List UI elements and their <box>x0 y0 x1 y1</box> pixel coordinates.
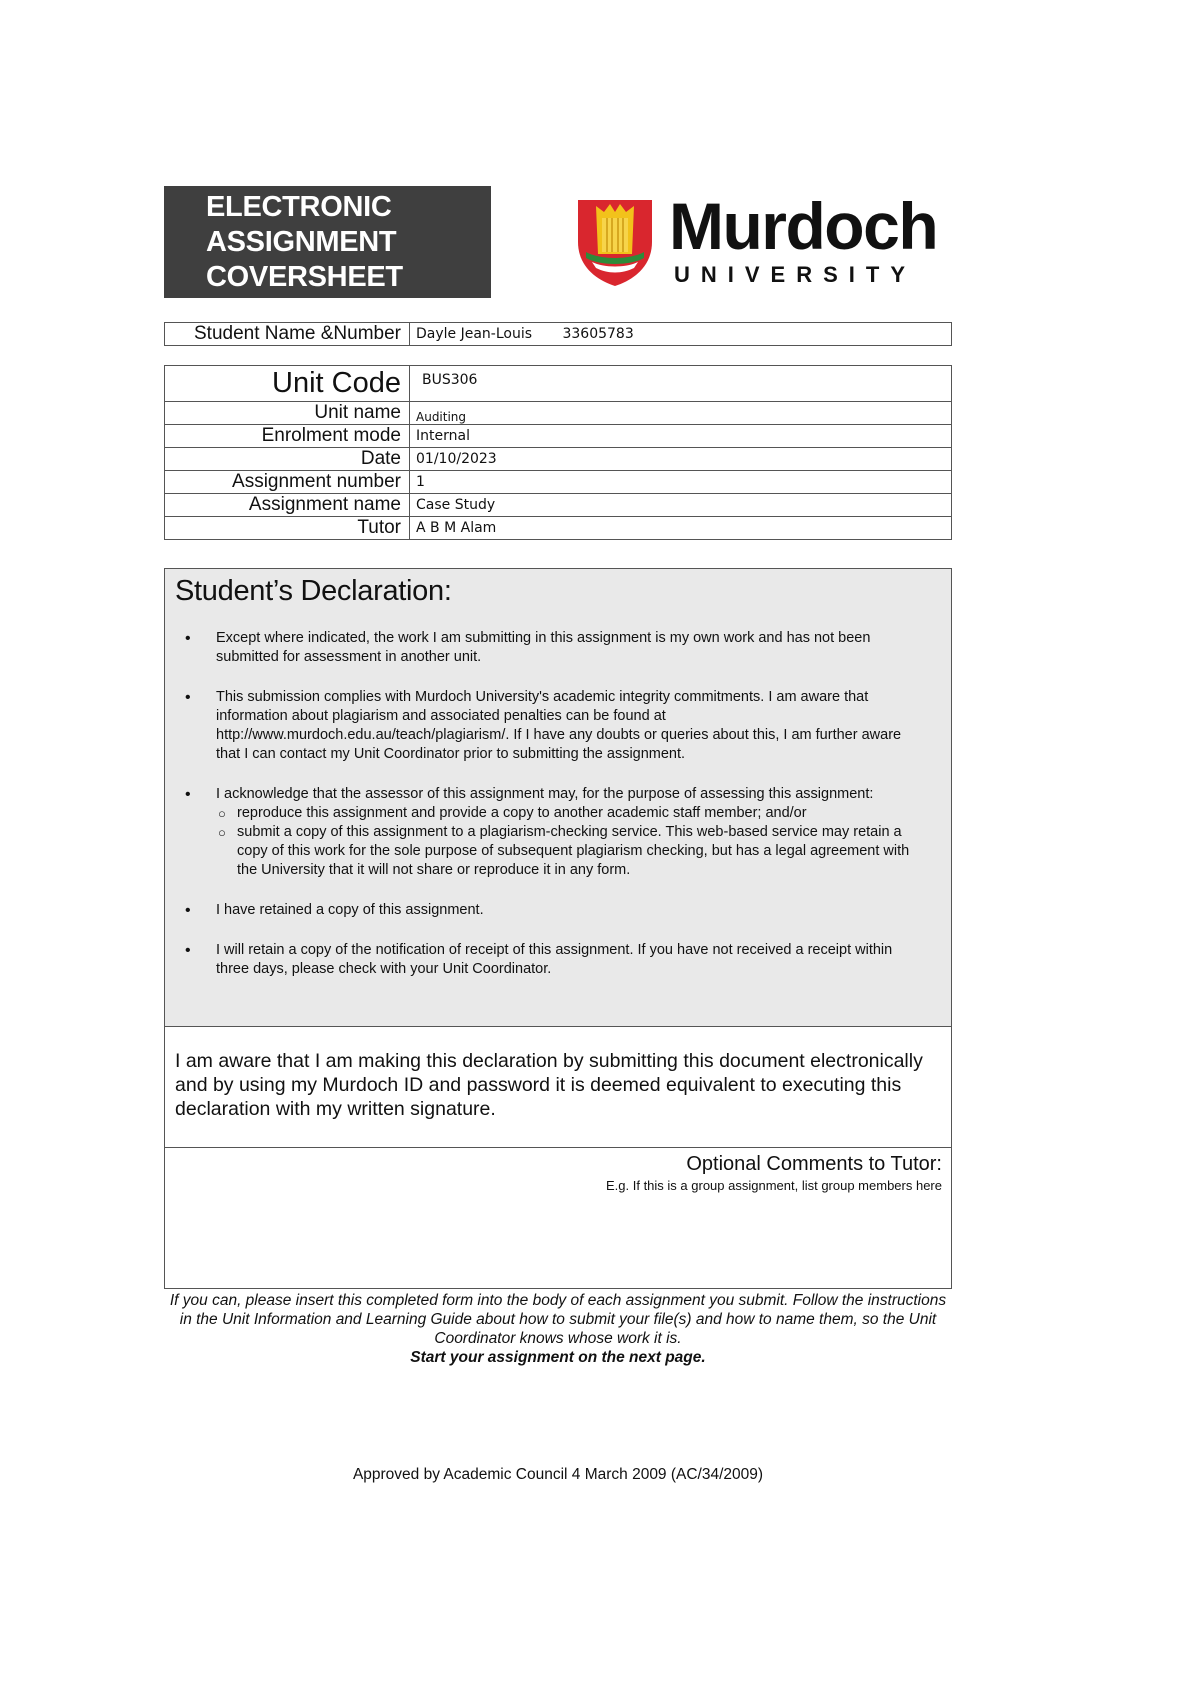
student-declaration <box>164 568 952 1027</box>
sub-item-text: reproduce this assignment and provide a copy to another academic staff member; and/or <box>237 805 807 821</box>
list-item <box>165 785 951 880</box>
comments-box[interactable] <box>164 1147 952 1289</box>
list-item <box>165 901 951 920</box>
student-table <box>164 322 952 346</box>
instructions-text: If you can, please insert this completed form into the body of each assignment you submit. Follow the instructions in the Unit Information and Learning Guide about how to submit your file(s) and how to name them, so the Unit Coordinator knows whose work it is. <box>169 1292 947 1347</box>
tutor-value: A B M Alam <box>410 517 952 540</box>
bullet-icon: • <box>185 689 191 706</box>
list-item <box>165 941 951 979</box>
comments-example: E.g. If this is a group assignment, list group members here <box>606 1178 942 1193</box>
unit-name-value: Auditing <box>410 402 952 425</box>
list-item <box>165 688 951 764</box>
sub-list-item <box>216 804 923 823</box>
table-row <box>165 448 952 471</box>
student-label: Student Name &Number <box>165 323 410 346</box>
logo-wordmark: Murdoch <box>669 189 938 263</box>
table-row <box>165 471 952 494</box>
table-row <box>165 366 952 402</box>
sub-item-text: submit a copy of this assignment to a plagiarism-checking service. This web-based service may retain a copy of this work for the sole purpose of subsequent plagiarism checking, but has a legal agreement with the University that it will not share or reproduce it in any form. <box>237 824 910 878</box>
table-row <box>165 402 952 425</box>
sub-list-item <box>216 823 923 880</box>
instructions-note <box>164 1291 952 1367</box>
declaration-text: This submission complies with Murdoch University's academic integrity commitments. I am aware that information about plagiarism and associated penalties can be found at http://www.murdoch.edu.au/teach/plagiarism/. If I have any doubts or queries about this, I am further aware that I can contact my Unit Coordinator prior to submitting the assignment. <box>216 689 902 762</box>
assignment-name-label: Assignment name <box>165 494 410 517</box>
awareness-statement: I am aware that I am making this declaration by submitting this document electronically and by using my Murdoch ID and password it is deemed equivalent to executing this declaration with my written signature. <box>164 1026 952 1148</box>
date-label: Date <box>165 448 410 471</box>
unit-table <box>164 365 952 540</box>
student-value <box>410 323 952 346</box>
circle-bullet-icon: ○ <box>218 825 226 840</box>
unit-code-value: BUS306 <box>410 366 952 402</box>
enrolment-mode-label: Enrolment mode <box>165 425 410 448</box>
date-value: 01/10/2023 <box>410 448 952 471</box>
logo-subtitle: UNIVERSITY <box>674 262 917 287</box>
declaration-text: I acknowledge that the assessor of this assignment may, for the purpose of assessing this assignment: <box>216 786 874 802</box>
declaration-title: Student’s Declaration: <box>175 575 452 607</box>
approval-line: Approved by Academic Council 4 March 2009 (AC/34/2009) <box>352 1466 764 1483</box>
university-shield-icon <box>574 196 656 288</box>
table-row <box>165 517 952 540</box>
declaration-text: Except where indicated, the work I am submitting in this assignment is my own work and has not been submitted for assessment in another unit. <box>216 630 871 665</box>
declaration-text: I will retain a copy of the notification of receipt of this assignment. If you have not received a receipt within three days, please check with your Unit Coordinator. <box>216 942 893 977</box>
coversheet-title <box>164 186 491 298</box>
title-line: ASSIGNMENT <box>206 226 397 258</box>
unit-name-label: Unit name <box>165 402 410 425</box>
title-line: COVERSHEET <box>206 261 403 293</box>
bullet-icon: • <box>185 902 191 919</box>
bullet-icon: • <box>185 942 191 959</box>
declaration-list <box>165 629 951 1000</box>
bullet-icon: • <box>185 786 191 803</box>
declaration-text: I have retained a copy of this assignment. <box>216 902 484 918</box>
bullet-icon: • <box>185 630 191 647</box>
enrolment-mode-value: Internal <box>410 425 952 448</box>
murdoch-logo <box>574 189 944 288</box>
tutor-label: Tutor <box>165 517 410 540</box>
circle-bullet-icon: ○ <box>218 806 226 821</box>
student-number: 33605783 <box>562 326 634 342</box>
unit-code-label: Unit Code <box>165 366 410 402</box>
table-row <box>165 425 952 448</box>
comments-heading: Optional Comments to Tutor: <box>686 1153 942 1175</box>
list-item <box>165 629 951 667</box>
assignment-name-value: Case Study <box>410 494 952 517</box>
table-row <box>165 494 952 517</box>
start-note: Start your assignment on the next page. <box>410 1349 706 1366</box>
student-name: Dayle Jean-Louis <box>416 326 533 342</box>
title-line: ELECTRONIC <box>206 191 392 223</box>
assignment-number-label: Assignment number <box>165 471 410 494</box>
assignment-number-value: 1 <box>410 471 952 494</box>
